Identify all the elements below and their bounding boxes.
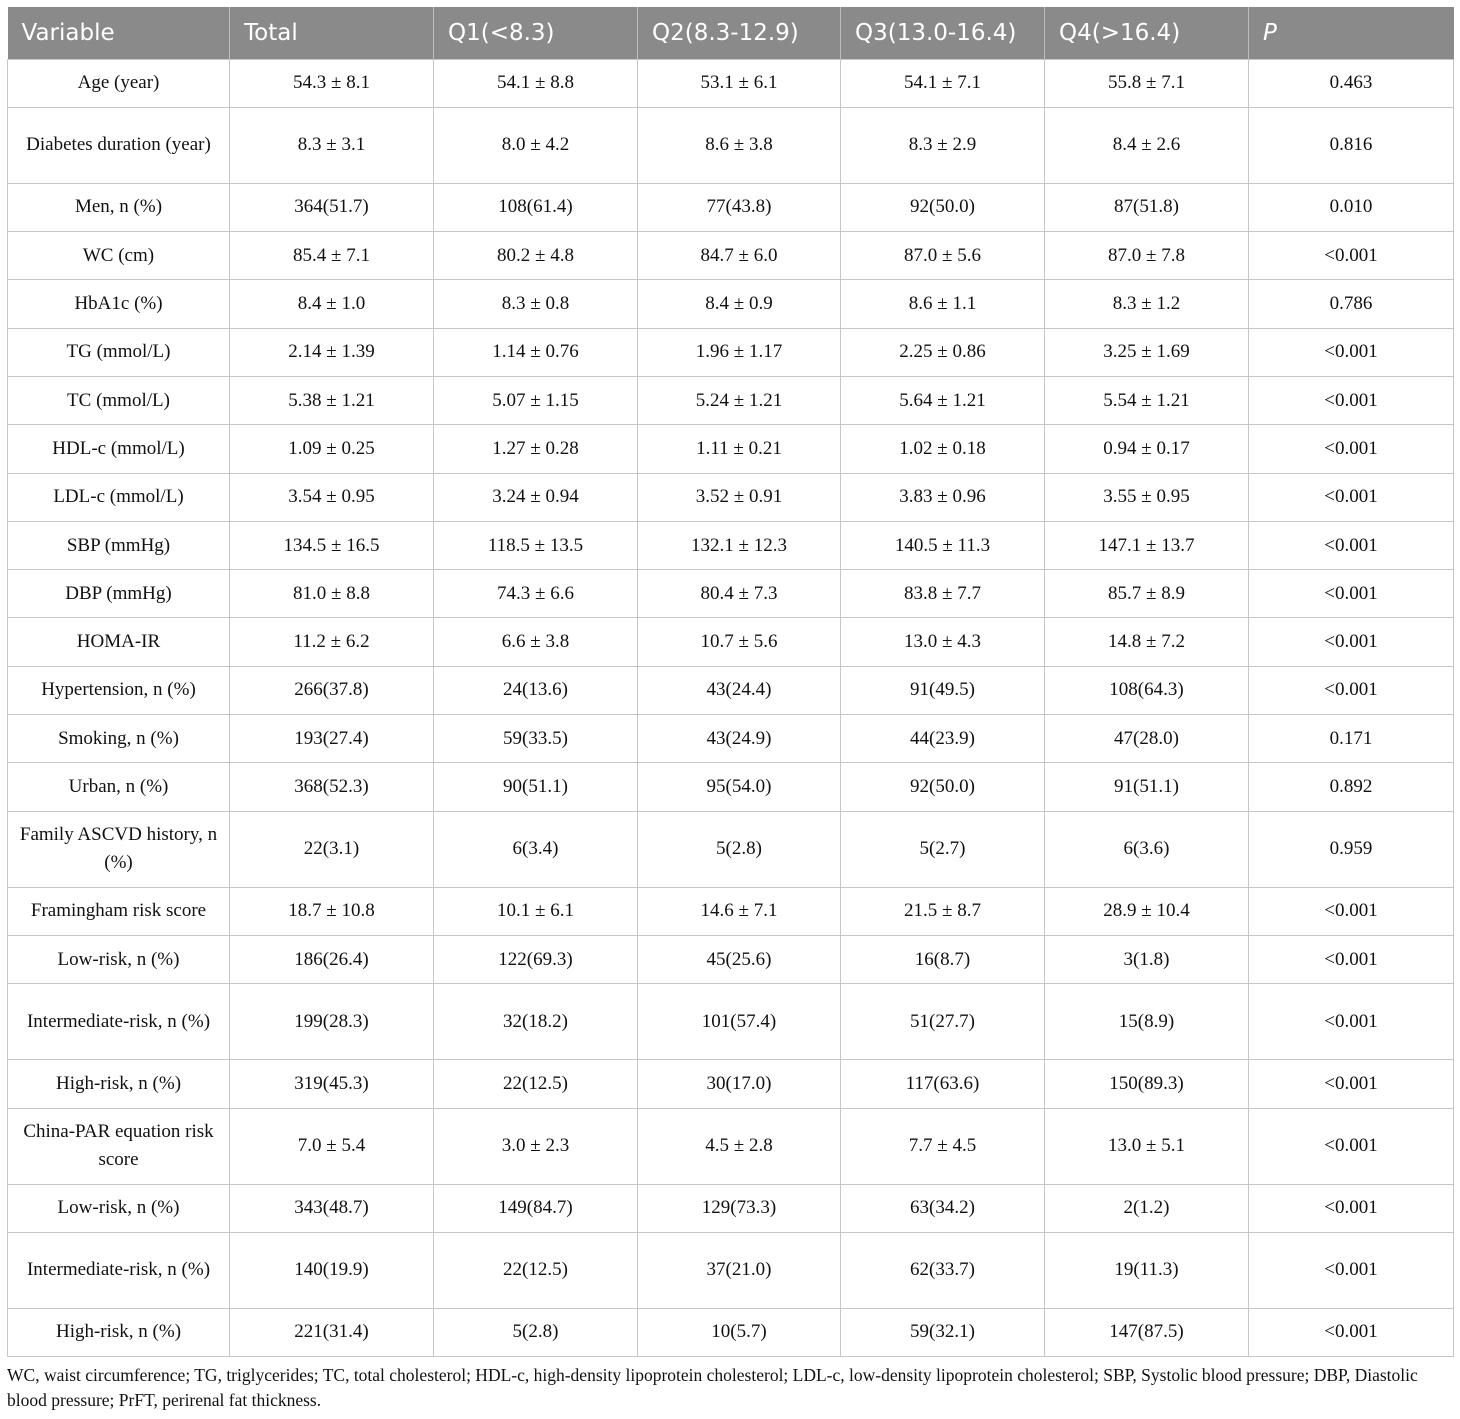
cell-q3: 117(63.6)	[841, 1060, 1045, 1108]
header-total: Total	[230, 7, 434, 59]
table-row	[8, 183, 1454, 231]
cell-q1: 8.0 ± 4.2	[434, 107, 638, 183]
cell-total: 199(28.3)	[230, 984, 434, 1060]
cell-q4: 15(8.9)	[1045, 984, 1249, 1060]
table-row	[8, 935, 1454, 983]
table-footnote: WC, waist circumference; TG, triglycerides; TC, total cholesterol; HDL-c, high-density lipoprotein cholesterol; LDL-c, low-density lipoprotein cholesterol; SBP, Systolic blood pressure; DBP, Diastolic blood pressure; PrFT, perirenal fat thickness.	[7, 1365, 1418, 1410]
header-q4: Q4(>16.4)	[1045, 7, 1249, 59]
cell-q2: 84.7 ± 6.0	[638, 232, 841, 280]
cell-q1: 32(18.2)	[434, 984, 638, 1060]
cell-q1: 122(69.3)	[434, 935, 638, 983]
cell-p-value: <0.001	[1249, 1308, 1454, 1356]
cell-total: 364(51.7)	[230, 183, 434, 231]
cell-q2: 132.1 ± 12.3	[638, 521, 841, 569]
cell-p-value: <0.001	[1249, 570, 1454, 618]
cell-q3: 16(8.7)	[841, 935, 1045, 983]
cell-q3: 91(49.5)	[841, 666, 1045, 714]
cell-q1: 3.0 ± 2.3	[434, 1108, 638, 1184]
table-header	[8, 7, 1454, 59]
table-row	[8, 521, 1454, 569]
cell-q3: 54.1 ± 7.1	[841, 59, 1045, 107]
cell-total: 193(27.4)	[230, 715, 434, 763]
cell-p-value: 0.010	[1249, 183, 1454, 231]
cell-q3: 92(50.0)	[841, 183, 1045, 231]
cell-p-value: 0.959	[1249, 811, 1454, 887]
cell-q2: 14.6 ± 7.1	[638, 887, 841, 935]
cell-variable: Intermediate-risk, n (%)	[8, 1232, 230, 1308]
cell-q3: 5(2.7)	[841, 811, 1045, 887]
cell-p-value: 0.892	[1249, 763, 1454, 811]
cell-p-value: <0.001	[1249, 328, 1454, 376]
baseline-characteristics-table	[7, 7, 1454, 1357]
table-row	[8, 666, 1454, 714]
data-table-container	[7, 7, 1453, 1357]
cell-q2: 5.24 ± 1.21	[638, 376, 841, 424]
cell-variable: Men, n (%)	[8, 183, 230, 231]
cell-p-value: <0.001	[1249, 1108, 1454, 1184]
cell-q2: 101(57.4)	[638, 984, 841, 1060]
cell-p-value: <0.001	[1249, 935, 1454, 983]
cell-total: 186(26.4)	[230, 935, 434, 983]
cell-p-value: <0.001	[1249, 887, 1454, 935]
cell-variable: WC (cm)	[8, 232, 230, 280]
cell-total: 140(19.9)	[230, 1232, 434, 1308]
cell-q3: 7.7 ± 4.5	[841, 1108, 1045, 1184]
cell-q2: 1.11 ± 0.21	[638, 425, 841, 473]
cell-variable: HDL-c (mmol/L)	[8, 425, 230, 473]
table-row	[8, 376, 1454, 424]
cell-q4: 47(28.0)	[1045, 715, 1249, 763]
cell-q4: 6(3.6)	[1045, 811, 1249, 887]
cell-p-value: <0.001	[1249, 232, 1454, 280]
cell-q1: 90(51.1)	[434, 763, 638, 811]
cell-p-value: <0.001	[1249, 473, 1454, 521]
cell-q2: 3.52 ± 0.91	[638, 473, 841, 521]
table-row	[8, 59, 1454, 107]
table-row	[8, 811, 1454, 887]
cell-q2: 43(24.9)	[638, 715, 841, 763]
table-row	[8, 232, 1454, 280]
cell-q4: 8.4 ± 2.6	[1045, 107, 1249, 183]
cell-total: 5.38 ± 1.21	[230, 376, 434, 424]
cell-total: 81.0 ± 8.8	[230, 570, 434, 618]
cell-q3: 62(33.7)	[841, 1232, 1045, 1308]
table-row	[8, 763, 1454, 811]
cell-q4: 150(89.3)	[1045, 1060, 1249, 1108]
cell-q2: 37(21.0)	[638, 1232, 841, 1308]
cell-q1: 3.24 ± 0.94	[434, 473, 638, 521]
cell-variable: Family ASCVD history, n (%)	[8, 811, 230, 887]
table-row	[8, 570, 1454, 618]
cell-q4: 91(51.1)	[1045, 763, 1249, 811]
cell-total: 343(48.7)	[230, 1184, 434, 1232]
cell-total: 266(37.8)	[230, 666, 434, 714]
cell-q3: 51(27.7)	[841, 984, 1045, 1060]
cell-q2: 4.5 ± 2.8	[638, 1108, 841, 1184]
cell-total: 18.7 ± 10.8	[230, 887, 434, 935]
header-q3: Q3(13.0-16.4)	[841, 7, 1045, 59]
cell-variable: Diabetes duration (year)	[8, 107, 230, 183]
cell-q3: 2.25 ± 0.86	[841, 328, 1045, 376]
cell-q3: 8.6 ± 1.1	[841, 280, 1045, 328]
table-row	[8, 107, 1454, 183]
cell-q3: 87.0 ± 5.6	[841, 232, 1045, 280]
header-variable: Variable	[8, 7, 230, 59]
table-row	[8, 618, 1454, 666]
cell-q4: 13.0 ± 5.1	[1045, 1108, 1249, 1184]
header-row	[8, 7, 1454, 59]
cell-q2: 5(2.8)	[638, 811, 841, 887]
cell-p-value: <0.001	[1249, 984, 1454, 1060]
cell-q4: 28.9 ± 10.4	[1045, 887, 1249, 935]
cell-total: 22(3.1)	[230, 811, 434, 887]
cell-q4: 8.3 ± 1.2	[1045, 280, 1249, 328]
cell-q1: 5.07 ± 1.15	[434, 376, 638, 424]
cell-q1: 6.6 ± 3.8	[434, 618, 638, 666]
cell-q4: 5.54 ± 1.21	[1045, 376, 1249, 424]
cell-total: 8.4 ± 1.0	[230, 280, 434, 328]
cell-variable: HbA1c (%)	[8, 280, 230, 328]
cell-p-value: <0.001	[1249, 618, 1454, 666]
table-row	[8, 1308, 1454, 1356]
cell-q4: 108(64.3)	[1045, 666, 1249, 714]
cell-variable: Low-risk, n (%)	[8, 1184, 230, 1232]
cell-q1: 1.14 ± 0.76	[434, 328, 638, 376]
table-row	[8, 425, 1454, 473]
cell-q3: 44(23.9)	[841, 715, 1045, 763]
cell-total: 8.3 ± 3.1	[230, 107, 434, 183]
cell-q1: 54.1 ± 8.8	[434, 59, 638, 107]
cell-q2: 43(24.4)	[638, 666, 841, 714]
cell-q1: 80.2 ± 4.8	[434, 232, 638, 280]
header-q1: Q1(<8.3)	[434, 7, 638, 59]
cell-total: 3.54 ± 0.95	[230, 473, 434, 521]
cell-variable: Hypertension, n (%)	[8, 666, 230, 714]
cell-variable: Smoking, n (%)	[8, 715, 230, 763]
cell-variable: TG (mmol/L)	[8, 328, 230, 376]
cell-q4: 19(11.3)	[1045, 1232, 1249, 1308]
cell-p-value: <0.001	[1249, 666, 1454, 714]
cell-q3: 1.02 ± 0.18	[841, 425, 1045, 473]
cell-q2: 10.7 ± 5.6	[638, 618, 841, 666]
cell-total: 11.2 ± 6.2	[230, 618, 434, 666]
cell-p-value: <0.001	[1249, 376, 1454, 424]
cell-total: 221(31.4)	[230, 1308, 434, 1356]
cell-total: 7.0 ± 5.4	[230, 1108, 434, 1184]
cell-variable: Intermediate-risk, n (%)	[8, 984, 230, 1060]
cell-q1: 5(2.8)	[434, 1308, 638, 1356]
cell-q2: 129(73.3)	[638, 1184, 841, 1232]
cell-total: 2.14 ± 1.39	[230, 328, 434, 376]
cell-q4: 85.7 ± 8.9	[1045, 570, 1249, 618]
table-body	[8, 59, 1454, 1357]
cell-variable: HOMA-IR	[8, 618, 230, 666]
table-row	[8, 715, 1454, 763]
table-row	[8, 887, 1454, 935]
cell-q2: 30(17.0)	[638, 1060, 841, 1108]
cell-variable: LDL-c (mmol/L)	[8, 473, 230, 521]
cell-p-value: <0.001	[1249, 521, 1454, 569]
table-row	[8, 1108, 1454, 1184]
cell-variable: SBP (mmHg)	[8, 521, 230, 569]
cell-p-value: 0.816	[1249, 107, 1454, 183]
cell-q2: 10(5.7)	[638, 1308, 841, 1356]
cell-total: 319(45.3)	[230, 1060, 434, 1108]
cell-q2: 45(25.6)	[638, 935, 841, 983]
cell-variable: Low-risk, n (%)	[8, 935, 230, 983]
cell-q4: 3(1.8)	[1045, 935, 1249, 983]
cell-q1: 108(61.4)	[434, 183, 638, 231]
cell-q3: 21.5 ± 8.7	[841, 887, 1045, 935]
cell-variable: Framingham risk score	[8, 887, 230, 935]
cell-q4: 147.1 ± 13.7	[1045, 521, 1249, 569]
cell-q3: 8.3 ± 2.9	[841, 107, 1045, 183]
table-row	[8, 1232, 1454, 1308]
cell-total: 54.3 ± 8.1	[230, 59, 434, 107]
cell-q2: 53.1 ± 6.1	[638, 59, 841, 107]
cell-variable: Age (year)	[8, 59, 230, 107]
cell-q4: 87.0 ± 7.8	[1045, 232, 1249, 280]
cell-q3: 63(34.2)	[841, 1184, 1045, 1232]
cell-variable: China-PAR equation risk score	[8, 1108, 230, 1184]
table-row	[8, 473, 1454, 521]
cell-variable: TC (mmol/L)	[8, 376, 230, 424]
table-row	[8, 328, 1454, 376]
cell-total: 368(52.3)	[230, 763, 434, 811]
cell-q4: 0.94 ± 0.17	[1045, 425, 1249, 473]
table-row	[8, 280, 1454, 328]
cell-q4: 147(87.5)	[1045, 1308, 1249, 1356]
cell-q3: 5.64 ± 1.21	[841, 376, 1045, 424]
cell-q3: 13.0 ± 4.3	[841, 618, 1045, 666]
cell-q4: 87(51.8)	[1045, 183, 1249, 231]
cell-p-value: 0.463	[1249, 59, 1454, 107]
cell-total: 134.5 ± 16.5	[230, 521, 434, 569]
cell-total: 1.09 ± 0.25	[230, 425, 434, 473]
cell-q1: 6(3.4)	[434, 811, 638, 887]
cell-q4: 3.55 ± 0.95	[1045, 473, 1249, 521]
cell-total: 85.4 ± 7.1	[230, 232, 434, 280]
cell-q4: 14.8 ± 7.2	[1045, 618, 1249, 666]
cell-q3: 140.5 ± 11.3	[841, 521, 1045, 569]
cell-p-value: 0.171	[1249, 715, 1454, 763]
cell-q1: 118.5 ± 13.5	[434, 521, 638, 569]
cell-q2: 8.4 ± 0.9	[638, 280, 841, 328]
cell-variable: Urban, n (%)	[8, 763, 230, 811]
cell-q1: 24(13.6)	[434, 666, 638, 714]
cell-q4: 3.25 ± 1.69	[1045, 328, 1249, 376]
cell-q1: 10.1 ± 6.1	[434, 887, 638, 935]
table-row	[8, 1184, 1454, 1232]
cell-p-value: <0.001	[1249, 425, 1454, 473]
cell-q1: 149(84.7)	[434, 1184, 638, 1232]
cell-variable: High-risk, n (%)	[8, 1060, 230, 1108]
cell-q1: 59(33.5)	[434, 715, 638, 763]
cell-p-value: 0.786	[1249, 280, 1454, 328]
cell-q3: 59(32.1)	[841, 1308, 1045, 1356]
cell-q3: 83.8 ± 7.7	[841, 570, 1045, 618]
table-row	[8, 984, 1454, 1060]
cell-q2: 80.4 ± 7.3	[638, 570, 841, 618]
cell-q2: 8.6 ± 3.8	[638, 107, 841, 183]
cell-q3: 3.83 ± 0.96	[841, 473, 1045, 521]
cell-variable: DBP (mmHg)	[8, 570, 230, 618]
cell-q2: 77(43.8)	[638, 183, 841, 231]
cell-p-value: <0.001	[1249, 1232, 1454, 1308]
cell-q1: 8.3 ± 0.8	[434, 280, 638, 328]
cell-q1: 22(12.5)	[434, 1232, 638, 1308]
cell-q3: 92(50.0)	[841, 763, 1045, 811]
cell-q4: 55.8 ± 7.1	[1045, 59, 1249, 107]
cell-q2: 95(54.0)	[638, 763, 841, 811]
cell-q2: 1.96 ± 1.17	[638, 328, 841, 376]
cell-q1: 1.27 ± 0.28	[434, 425, 638, 473]
cell-p-value: <0.001	[1249, 1184, 1454, 1232]
cell-variable: High-risk, n (%)	[8, 1308, 230, 1356]
header-p-value: P	[1249, 7, 1454, 59]
table-row	[8, 1060, 1454, 1108]
cell-q1: 22(12.5)	[434, 1060, 638, 1108]
header-q2: Q2(8.3-12.9)	[638, 7, 841, 59]
cell-p-value: <0.001	[1249, 1060, 1454, 1108]
cell-q1: 74.3 ± 6.6	[434, 570, 638, 618]
cell-q4: 2(1.2)	[1045, 1184, 1249, 1232]
